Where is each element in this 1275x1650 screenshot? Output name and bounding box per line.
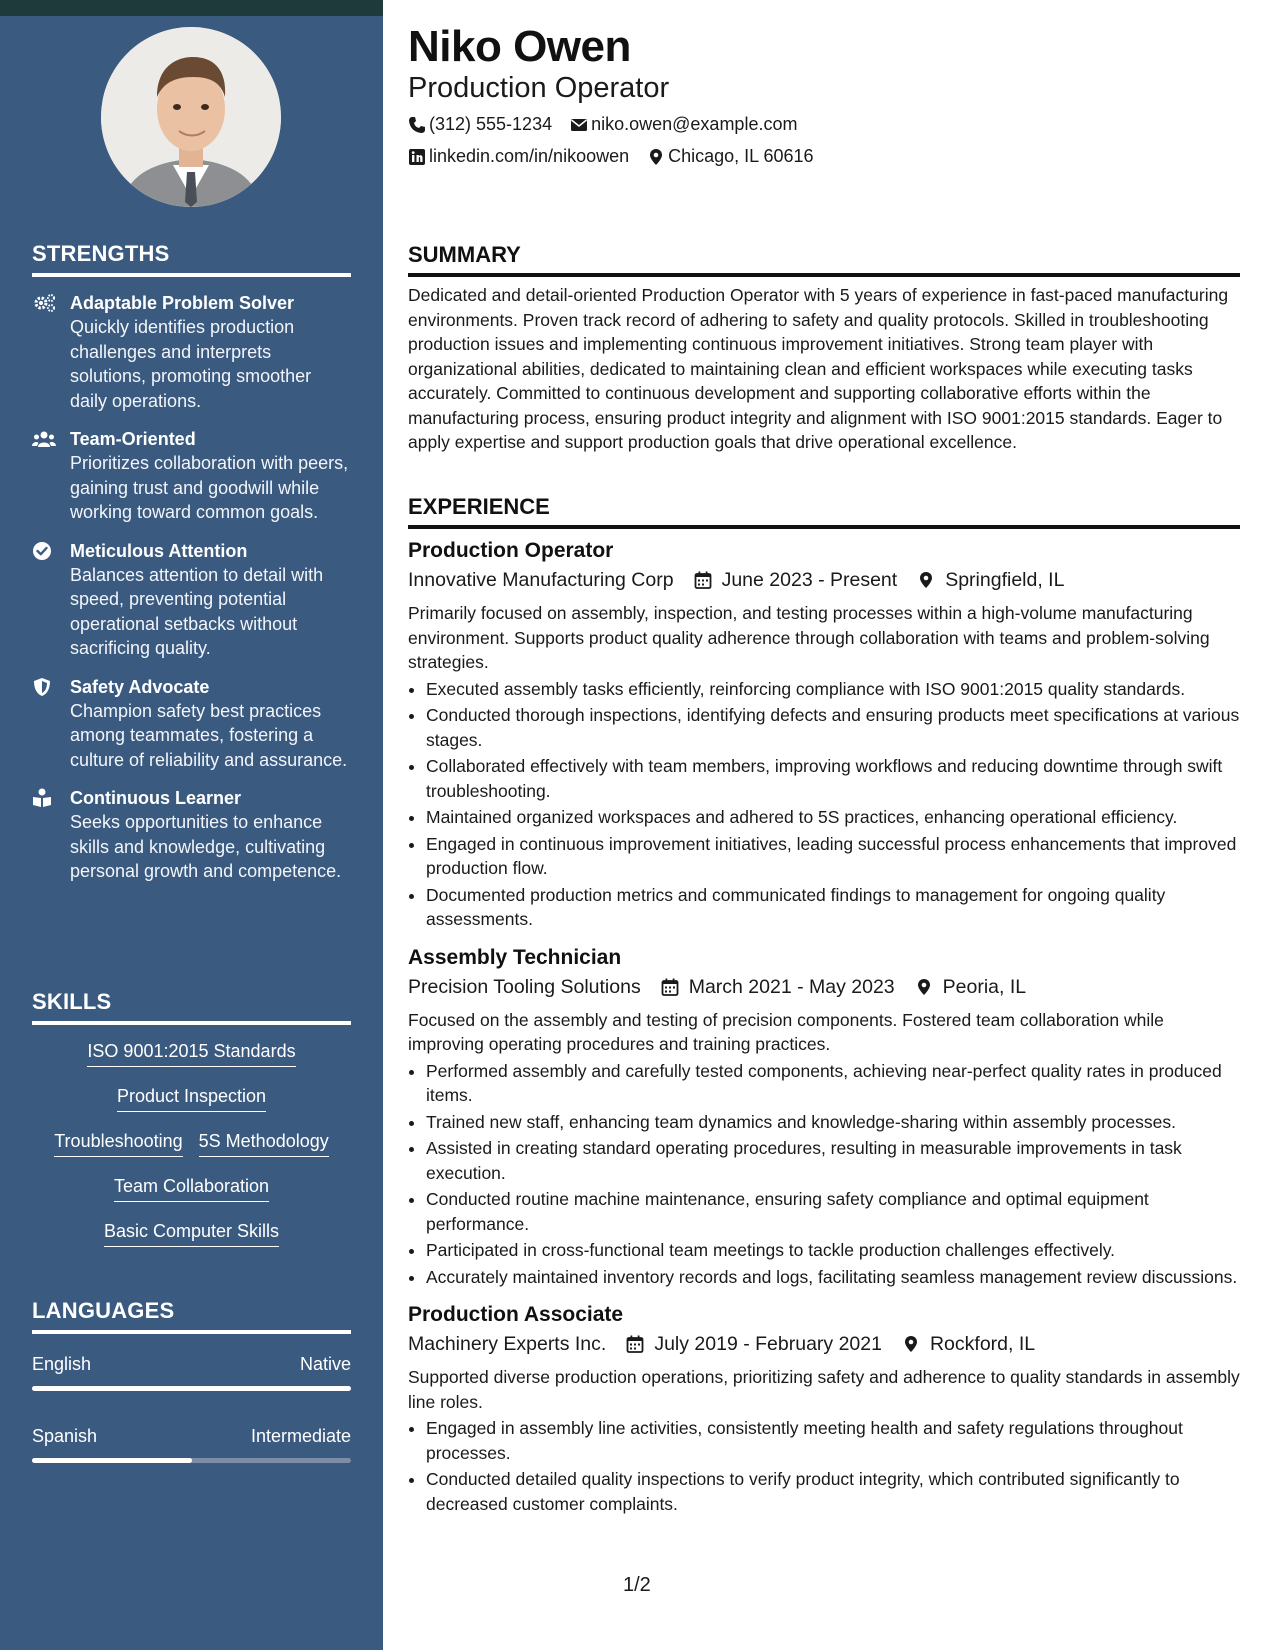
language-level: Native [299,1354,351,1374]
gears-icon [32,293,56,313]
strength-item [32,786,351,884]
strength-title: Meticulous Attention [70,540,248,561]
job-bullet: • Collaborated effectively with team members, improving workflows and reducing downtime through swift troubleshooting. [426,754,1240,803]
job-bullet: • Documented production metrics and communicated findings to management for ongoing quality assessments. [426,883,1240,932]
strength-desc: Seeks opportunities to enhance skills and knowledge, cultivating personal growth and competence. [70,812,342,881]
company-name: Precision Tooling Solutions [408,975,641,998]
job-title: Assembly Technician [408,945,622,969]
job-bullet: • Assisted in creating standard operating procedures, resulting in measurable improvements in task execution. [426,1136,1240,1185]
profile-photo [101,27,281,207]
calendar-icon [694,571,712,589]
skill-tag: 5S Methodology [199,1129,329,1157]
envelope-icon [570,116,588,134]
contact-line-2 [408,146,832,167]
language-bar-fill [32,1386,351,1391]
job-entry [408,1301,1240,1516]
calendar-icon [661,978,679,996]
job-bullet: • Engaged in continuous improvement initiatives, leading successful process enhancements that improved production flow. [426,832,1240,881]
strength-title: Team-Oriented [70,429,196,449]
skill-tag: Basic Computer Skills [104,1219,279,1247]
job-bullet: • Conducted routine machine maintenance, ensuring safety compliance and optimal equipment performance. [426,1187,1240,1236]
company-name: Machinery Experts Inc. [408,1333,607,1355]
job-bullet: • Conducted thorough inspections, identifying defects and ensuring products meet specifications at various stages. [426,703,1240,752]
portrait-illustration [101,27,281,207]
job-location: Peoria, IL [942,975,1027,998]
language-bar [32,1458,351,1463]
strength-item [32,427,351,525]
location-text: Chicago, IL 60616 [668,146,814,166]
email-address[interactable]: niko.owen@example.com [591,114,798,134]
job-dates: March 2021 - May 2023 [688,975,895,998]
skill-tag: Troubleshooting [54,1129,182,1157]
candidate-title: Production Operator [408,72,670,104]
job-meta [408,972,1240,1002]
strength-desc: Balances attention to detail with speed, preventing potential operational setbacks without sacrificing quality. [70,564,324,658]
job-description: Primarily focused on assembly, inspection, and testing processes within a high-volume manufacturing environment. Supports product quality adherence through collaboration with teams and problem-solving strategies. [408,603,1210,672]
candidate-name: Niko Owen [408,22,631,71]
job-description: Focused on the assembly and testing of precision components. Fostered team collaboration while improving operating procedures and training practices. [408,1009,1164,1054]
strength-title: Adaptable Problem Solver [70,293,295,313]
job-title: Production Operator [408,539,614,562]
language-item [32,1424,351,1463]
skills-list [32,1039,351,1247]
job-dates: June 2023 - Present [721,569,898,591]
strength-desc: Champion safety best practices among teammates, fostering a culture of reliability and assurance. [70,700,348,770]
job-entry [408,537,1240,932]
company-name: Innovative Manufacturing Corp [408,569,674,591]
map-pin-icon [647,148,665,166]
skill-tag: ISO 9001:2015 Standards [87,1039,295,1067]
summary-heading: SUMMARY [408,242,1240,277]
job-bullet: • Engaged in assembly line activities, consistently meeting health and safety regulations throughout processes. [426,1416,1240,1465]
shield-icon [32,677,56,697]
linkedin-contact[interactable] [408,146,629,167]
job-bullet: • Maintained organized workspaces and adhered to 5S practices, enhancing operational efficiency. [426,805,1240,830]
language-level: Intermediate [250,1426,351,1446]
job-entry [408,944,1240,1290]
sidebar [0,0,383,1650]
job-description: Supported diverse production operations, prioritizing safety and adherence to quality standards in assembly line roles. [408,1367,1240,1412]
phone-number: (312) 555-1234 [429,114,553,134]
strength-desc: Prioritizes collaboration with peers, gaining trust and goodwill while working toward common goals. [70,453,349,522]
calendar-icon [626,1335,644,1353]
strength-desc: Quickly identifies production challenges and interprets solutions, promoting smoother daily operations. [70,317,312,411]
email-contact[interactable] [570,114,797,135]
job-location: Springfield, IL [945,569,1065,591]
language-item [32,1352,351,1391]
sidebar-top-band [0,0,383,16]
job-title: Production Associate [408,1303,624,1326]
strength-item [32,291,351,413]
language-name: English [32,1354,92,1374]
strength-item [32,539,351,661]
job-location: Rockford, IL [929,1333,1036,1355]
experience-section [408,494,1240,1518]
job-bullet: • Conducted detailed quality inspections to verify product integrity, which contributed significantly to decreased customer complaints. [426,1467,1240,1516]
linkedin-icon [408,148,426,166]
phone-icon [408,116,426,134]
job-bullet: • Accurately maintained inventory records and logs, facilitating seamless management review discussions. [426,1265,1240,1290]
language-bar-fill [32,1458,192,1463]
learner-icon [32,788,56,808]
job-bullet: • Trained new staff, enhancing team dynamics and knowledge-sharing within assembly processes. [426,1110,1240,1135]
skill-tag: Team Collaboration [114,1174,269,1202]
contact-line-1 [408,114,815,135]
map-pin-icon [915,978,933,996]
language-name: Spanish [32,1426,98,1446]
skills-section [32,989,351,1264]
job-bullets [408,677,1240,932]
languages-section [32,1298,351,1463]
language-bar [32,1386,351,1391]
phone-contact [408,114,552,135]
job-meta [408,1329,1240,1359]
strength-title: Safety Advocate [70,676,210,697]
experience-heading: EXPERIENCE [408,494,1240,529]
job-bullet: • Performed assembly and carefully tested components, achieving near-perfect quality rates in produced items. [426,1059,1240,1108]
page-number: 1/2 [623,1574,651,1596]
map-pin-icon [902,1335,920,1353]
summary-text: Dedicated and detail-oriented Production Operator with 5 years of experience in fast-paced manufacturing environments. Proven track record of adhering to safety and quality protocols. Skilled in troubleshooting production issues and implementing continuous improvement initiatives. Strong team player with organizational abilities, dedicated to maintaining clean and efficient workspaces while executing tasks accurately. Committed to continuous development and supporting collaborative efforts within the manufacturing process, ensuring product integrity and alignment with ISO 9001:2015 standards. Eager to apply expertise and support production goals that drive operational excellence. [408,285,1229,452]
map-pin-icon [917,571,935,589]
languages-heading: LANGUAGES [32,1298,351,1334]
skills-heading: SKILLS [32,989,351,1025]
strengths-section [32,241,351,884]
job-meta [408,565,1240,595]
team-icon [32,429,56,449]
summary-section [408,242,1240,455]
linkedin-url[interactable]: linkedin.com/in/nikoowen [429,146,630,166]
check-circle-icon [32,541,56,561]
job-dates: July 2019 - February 2021 [654,1333,882,1355]
strength-title: Continuous Learner [70,788,242,808]
job-bullet: • Participated in cross-functional team meetings to tackle production challenges effectively. [426,1238,1240,1263]
job-bullets [408,1059,1240,1290]
strength-item [32,675,351,773]
strengths-heading: STRENGTHS [32,241,351,277]
job-bullets [408,1416,1240,1516]
job-bullet: • Executed assembly tasks efficiently, reinforcing compliance with ISO 9001:2015 quality standards. [426,677,1240,702]
skill-tag: Product Inspection [117,1084,266,1112]
location-contact [647,146,813,167]
